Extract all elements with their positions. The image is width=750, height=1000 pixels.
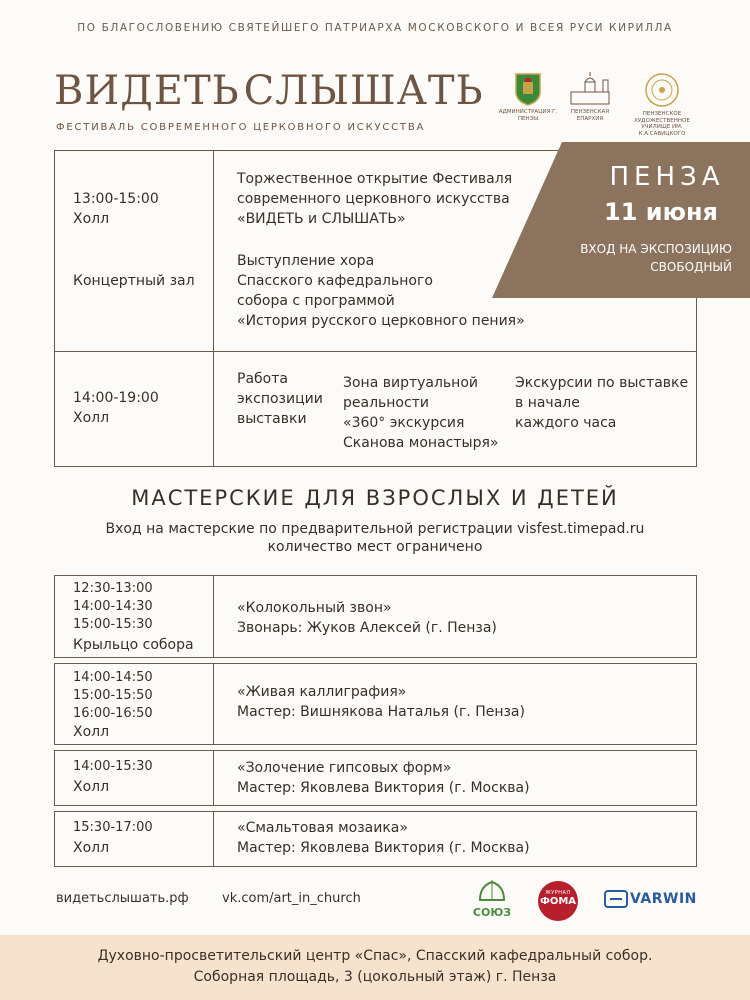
workshop-time: 16:00-16:50 (73, 706, 153, 721)
cathedral-icon (567, 72, 613, 106)
dome-icon (477, 880, 507, 902)
workshop-name: «Смальтовая мозаика» (237, 820, 408, 836)
workshop-time: 12:30-13:00 (73, 581, 153, 596)
table-divider (213, 664, 214, 744)
table-divider (213, 812, 214, 866)
event-line: Спасского кафедрального (237, 273, 433, 289)
activity-line: каждого часа (515, 415, 617, 431)
workshop-place: Холл (73, 779, 110, 795)
registration-line: количество мест ограничено (267, 539, 483, 555)
workshop-time: 15:30-17:00 (73, 820, 153, 835)
program-time: 14:00-19:00 (73, 390, 159, 406)
workshop-place: Холл (73, 724, 110, 740)
sponsor-tag: ЖУРНАЛ (545, 890, 571, 896)
workshop-master: Звонарь: Жуков Алексей (г. Пенза) (237, 620, 497, 636)
festival-subtitle: ФЕСТИВАЛЬ СОВРЕМЕННОГО ЦЕРКОВНОГО ИСКУССТВА (56, 122, 426, 133)
partner-label: АДМИНИСТРАЦИЯ Г. ПЕНЗЫ (498, 109, 558, 122)
activity-line: Зона виртуальной (343, 375, 478, 391)
activity-line: «360° экскурсия (343, 415, 465, 431)
program-place: Холл (73, 211, 110, 227)
event-line: «История русского церковного пения» (237, 313, 525, 329)
activity-line: реальности (343, 395, 429, 411)
address-line: Духовно-просветительский центр «Спас», Спасский кафедральный собор. (97, 948, 653, 964)
sponsor-foma (538, 881, 578, 921)
activity-line: экспозиции (237, 391, 323, 407)
workshop-master: Мастер: Яковлева Виктория (г. Москва) (237, 780, 530, 796)
workshop-master: Мастер: Яковлева Виктория (г. Москва) (237, 840, 530, 856)
workshop-name: «Колокольный звон» (237, 600, 392, 616)
varwin-logo-icon (604, 890, 628, 908)
workshop-time: 15:00-15:30 (73, 617, 153, 632)
workshop-place: Крыльцо собора (73, 637, 194, 653)
activity-line: Работа (237, 371, 288, 387)
table-divider (213, 751, 214, 805)
sponsor-varwin (604, 890, 697, 908)
table-divider (55, 351, 696, 352)
city-name: ПЕНЗА (609, 162, 725, 192)
workshop-place: Холл (73, 840, 110, 856)
workshop-row (54, 750, 697, 806)
activity-line: в начале (515, 395, 580, 411)
sponsor-name: VARWIN (630, 891, 697, 907)
city-date-banner (492, 142, 750, 298)
coat-of-arms-icon (514, 72, 542, 106)
activity-line: Экскурсии по выставке (515, 375, 689, 391)
workshop-row (54, 575, 697, 658)
partner-administration (498, 72, 558, 122)
sponsor-name: СОЮЗ (472, 906, 512, 919)
logo-word-right: СЛЫШАТЬ (243, 68, 484, 114)
sponsor-soyuz (470, 880, 514, 919)
workshop-name: «Живая каллиграфия» (237, 684, 407, 700)
event-line: Торжественное открытие Фестиваля (237, 171, 513, 187)
festival-date: 11 июня (604, 198, 718, 226)
workshop-time: 14:00-14:30 (73, 599, 153, 614)
partner-art-college (632, 72, 692, 137)
entry-note (562, 240, 732, 276)
partner-label: ПЕНЗЕНСКОЕ ХУДОЖЕСТВЕННОЕ УЧИЛИЩЕ ИМ. К.А.САВИЦКОГО (634, 111, 690, 137)
workshop-master: Мастер: Вишнякова Наталья (г. Пенза) (237, 704, 525, 720)
program-place: Концертный зал (73, 273, 195, 289)
address-line: Соборная площадь, 3 (цокольный этаж) г. Пенза (193, 969, 557, 985)
festival-website-link[interactable]: видетьслышать.рф (56, 891, 189, 906)
vk-link[interactable]: vk.com/art_in_church (222, 891, 361, 906)
event-line: «ВИДЕТЬ и СЛЫШАТЬ» (237, 211, 406, 227)
workshop-row (54, 663, 697, 745)
activity-line: выставки (237, 411, 307, 427)
workshop-time: 15:00-15:50 (73, 688, 153, 703)
workshop-name: «Золочение гипсовых форм» (237, 760, 452, 776)
event-line: современного церковного искусства (237, 191, 510, 207)
partner-label: ПЕНЗЕНСКАЯ ЕПАРХИЯ (570, 109, 610, 122)
table-divider (213, 576, 214, 657)
workshop-row (54, 811, 697, 867)
registration-note (0, 520, 750, 556)
college-emblem-icon (644, 72, 680, 108)
partner-eparchy (560, 72, 620, 122)
registration-line: Вход на мастерские по предварительной регистрации visfest.timepad.ru (105, 521, 645, 537)
logo-word-left: ВИДЕТЬ (54, 68, 240, 114)
festival-logo (54, 66, 484, 116)
entry-note-line: СВОБОДНЫЙ (650, 260, 732, 274)
event-line: Выступление хора (237, 253, 375, 269)
workshops-title: МАСТЕРСКИЕ ДЛЯ ВЗРОСЛЫХ И ДЕТЕЙ (131, 486, 619, 510)
sponsor-name: ФОМА (539, 896, 577, 907)
workshop-time: 14:00-14:50 (73, 670, 153, 685)
entry-note-line: ВХОД НА ЭКСПОЗИЦИЮ (580, 242, 732, 256)
address-bar (0, 935, 750, 1000)
table-divider (213, 151, 214, 466)
blessing-line: ПО БЛАГОСЛОВЕНИЮ СВЯТЕЙШЕГО ПАТРИАРХА МОСКОВСКОГО И ВСЕЯ РУСИ КИРИЛЛА (77, 22, 673, 34)
program-time: 13:00-15:00 (73, 191, 159, 207)
event-line: собора с программой (237, 293, 395, 309)
workshop-time: 14:00-15:30 (73, 759, 153, 774)
program-place: Холл (73, 410, 110, 426)
activity-line: Сканова монастыря» (343, 435, 499, 451)
